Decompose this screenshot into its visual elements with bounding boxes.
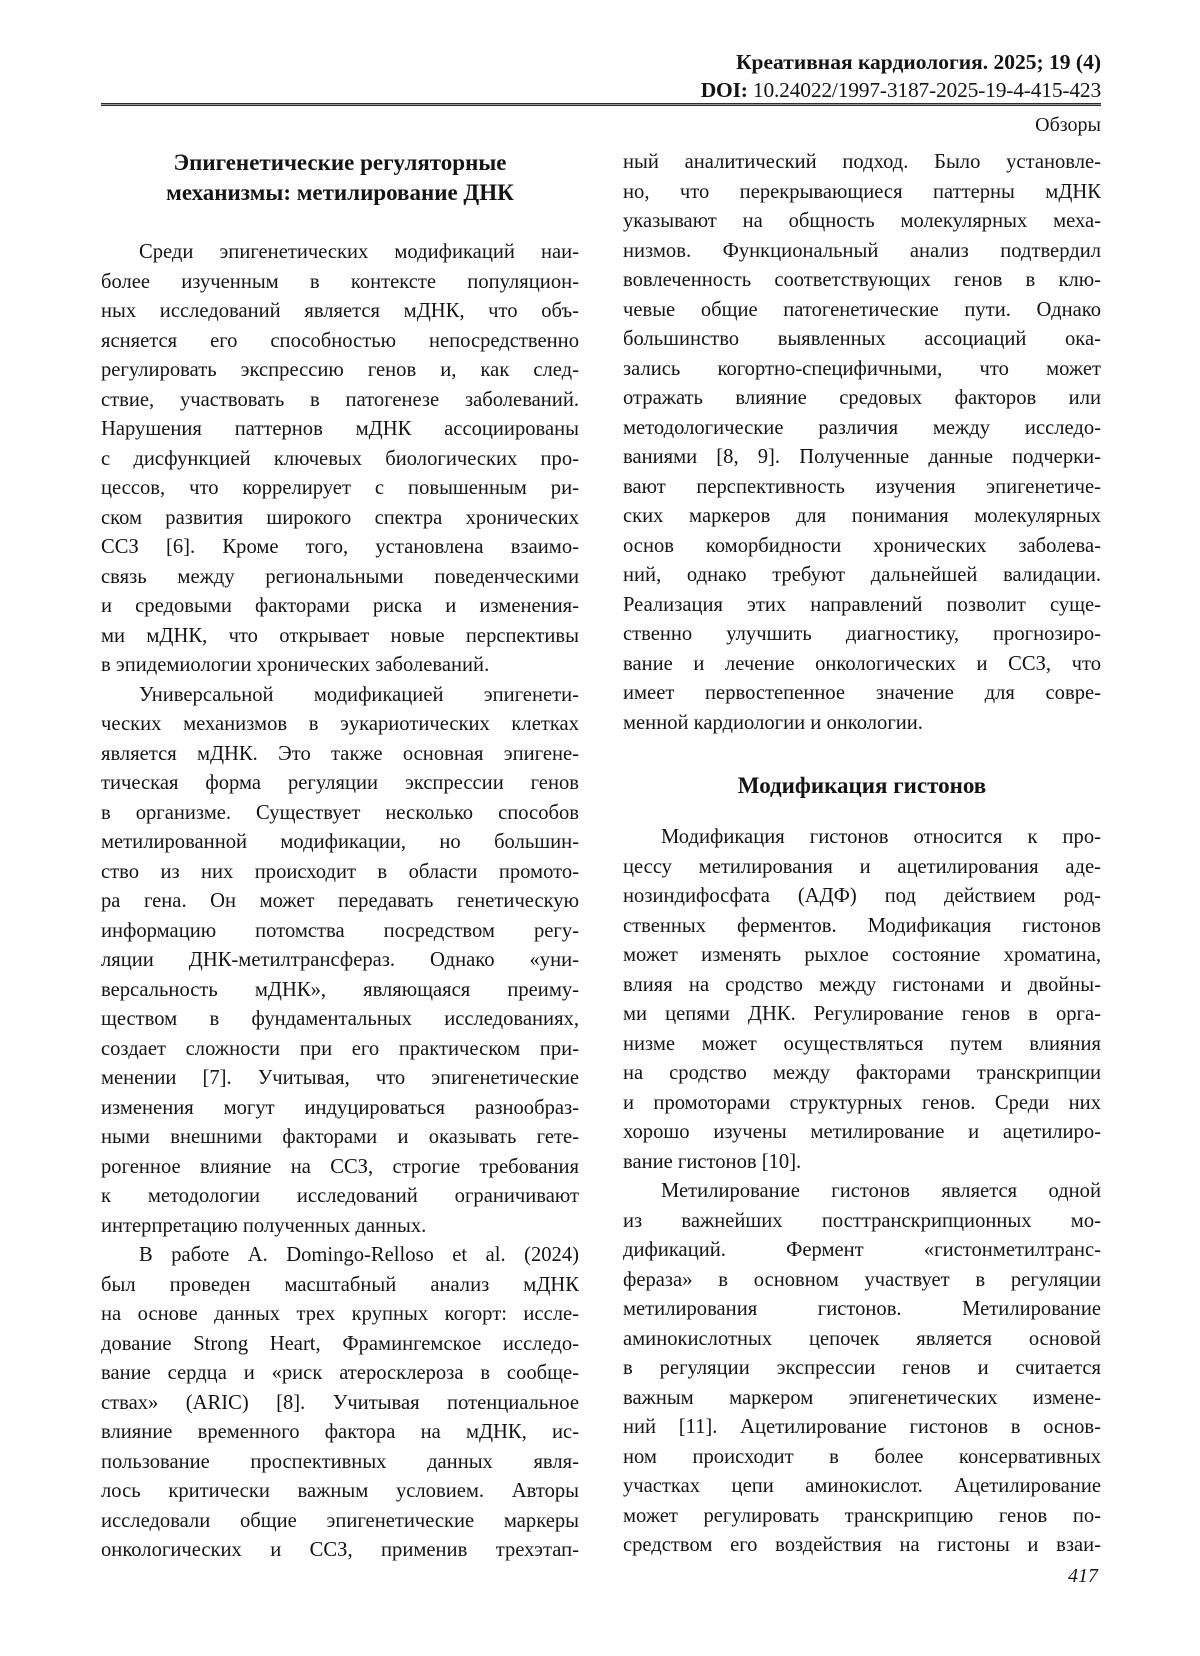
- text-line: метилированной модификации, но большин-: [101, 831, 579, 853]
- text-line: цессов, что коррелирует с повышенным ри-: [101, 477, 579, 499]
- text-line: метилирования гистонов. Метилирование: [623, 1298, 1101, 1320]
- text-line: ных исследований является мДНК, что объ-: [101, 300, 579, 322]
- text-line: пользование проспективных данных явля-: [101, 1450, 579, 1473]
- header-rule: [101, 103, 1101, 106]
- text-line: изменения могут индуцироваться разнообраз-: [101, 1096, 579, 1119]
- text-line: имеет первостепенное значение для совре-: [623, 682, 1101, 704]
- text-line: в эпидемиологии хронических заболеваний.: [101, 654, 490, 676]
- text-line: нозиндифосфата (АДФ) под действием род-: [623, 885, 1101, 907]
- text-line: ваниями [8, 9]. Полученные данные подчерки-: [623, 446, 1101, 468]
- text-line: ляции ДНК-метилтрансфераз. Однако «уни-: [101, 949, 579, 971]
- text-line: ственно улучшить диагностику, прогнозиро-: [623, 623, 1101, 645]
- text-line: ясняется его способностью непосредственно: [101, 329, 579, 352]
- text-line: ный аналитический подход. Было установле-: [623, 151, 1101, 173]
- text-line: ра гена. Он может передавать генетическую: [101, 890, 579, 912]
- text-line: в регуляции экспрессии генов и считается: [623, 1357, 1101, 1379]
- doi: [701, 78, 1101, 103]
- paragraph: [101, 238, 579, 681]
- text-line: ществом в фундаментальных исследованиях,: [101, 1008, 579, 1030]
- text-columns: [101, 148, 1101, 1566]
- text-line: отражать влияние средовых факторов или: [623, 387, 1101, 409]
- text-line: большинство выявленных ассоциаций ока-: [623, 328, 1101, 350]
- text-line: к методологии исследований ограничивают: [101, 1185, 579, 1207]
- text-line: лось критически важным условием. Авторы: [101, 1480, 579, 1502]
- heading-line: Эпигенетические регуляторные: [173, 150, 507, 175]
- text-line: аминокислотных цепочек является основой: [623, 1327, 1101, 1350]
- text-line: важным маркером эпигенетических измене-: [623, 1386, 1101, 1409]
- text-line: хорошо изучены метилирование и ацетилиро-: [623, 1121, 1101, 1143]
- text-line: зались когортно-специфичными, что может: [623, 357, 1101, 380]
- text-line: вание и лечение онкологических и ССЗ, что: [623, 652, 1101, 675]
- text-line: является мДНК. Это также основная эпигене-: [101, 742, 579, 765]
- paragraph: [623, 148, 1101, 738]
- text-line: ских маркеров для понимания молекулярных: [623, 505, 1101, 527]
- text-line: Модификация гистонов относится к про-: [661, 826, 1101, 848]
- text-line: с дисфункцией ключевых биологических про-: [101, 447, 579, 470]
- text-line: онкологических и ССЗ, применив трехэтап-: [101, 1539, 579, 1561]
- text-line: из важнейших посттранскрипционных мо-: [623, 1209, 1101, 1232]
- text-line: рогенное влияние на ССЗ, строгие требования: [101, 1155, 579, 1178]
- text-line: на сродство между факторами транскрипции: [623, 1062, 1101, 1084]
- text-line: может изменять рыхлое состояние хроматина,: [623, 944, 1101, 966]
- text-line: В работе A. Domingo-Relloso et al. (2024): [139, 1244, 579, 1266]
- text-line: ском развития широкого спектра хронических: [101, 506, 579, 529]
- text-line: ном происходит в более консервативных: [623, 1445, 1101, 1468]
- text-line: методологические различия между исследо-: [623, 416, 1101, 439]
- page-number: 417: [1068, 1565, 1098, 1587]
- text-line: исследовали общие эпигенетические маркеры: [101, 1509, 579, 1532]
- section-heading-histone-modification: Модификация гистонов: [737, 773, 987, 798]
- text-line: ний [11]. Ацетилирование гистонов в основ-: [623, 1416, 1101, 1438]
- text-line: создает сложности при его практическом при-: [101, 1037, 579, 1060]
- text-line: дификаций. Фермент «гистонметилтранс-: [623, 1239, 1101, 1261]
- text-line: вание сердца и «риск атеросклероза в сообще-: [101, 1362, 579, 1384]
- text-line: указывают на общность молекулярных меха-: [623, 210, 1101, 232]
- text-line: ческих механизмов в эукариотических клетках: [101, 713, 579, 735]
- text-line: средством его воздействия на гистоны и взаи-: [623, 1534, 1101, 1556]
- text-line: Среди эпигенетических модификаций наи-: [139, 241, 579, 263]
- text-line: и промоторами структурных генов. Среди них: [623, 1091, 1101, 1114]
- paragraph: [101, 681, 579, 1242]
- text-line: тическая форма регуляции экспрессии генов: [101, 772, 579, 794]
- text-line: менной кардиологии и онкологии.: [623, 711, 923, 734]
- text-line: основ коморбидности хронических заболева-: [623, 534, 1101, 557]
- text-line: интерпретацию полученных данных.: [101, 1214, 427, 1237]
- text-line: информацию потомства посредством регу-: [101, 919, 579, 942]
- text-line: влияя на сродство между гистонами и двойны-: [623, 973, 1101, 996]
- text-line: ствие, участвовать в патогенезе заболеваний.: [101, 388, 579, 411]
- text-line: низме может осуществляться путем влияния: [623, 1032, 1101, 1055]
- text-line: вовлеченность соответствующих генов в клю-: [623, 269, 1101, 291]
- paragraph: [623, 1177, 1101, 1561]
- text-line: вание гистонов [10].: [623, 1150, 802, 1173]
- paragraph: [101, 1241, 579, 1566]
- text-line: был проведен масштабный анализ мДНК: [101, 1273, 579, 1296]
- journal-title: Креативная кардиология. 2025; 19 (4): [735, 50, 1101, 74]
- doi-label: DOI:: [700, 78, 748, 102]
- text-line: Реализация этих направлений позволит суще-: [623, 593, 1101, 616]
- text-line: но, что перекрывающиеся паттерны мДНК: [623, 180, 1101, 203]
- text-line: на основе данных трех крупных когорт: иссле-: [101, 1303, 579, 1325]
- text-line: низмов. Функциональный анализ подтвердил: [623, 239, 1101, 262]
- text-line: Универсальной модификацией эпигенети-: [139, 683, 579, 706]
- text-line: менении [7]. Учитывая, что эпигенетические: [101, 1067, 579, 1089]
- left-column: [101, 148, 579, 1566]
- text-line: может регулировать транскрипцию генов по-: [623, 1504, 1101, 1527]
- doi-value: 10.24022/1997-3187-2025-19-4-415-423: [752, 78, 1101, 102]
- text-line: участках цепи аминокислот. Ацетилирование: [623, 1475, 1101, 1497]
- text-line: в организме. Существует несколько способов: [101, 801, 579, 824]
- text-line: дование Strong Heart, Фрамингемское исследо-: [101, 1332, 579, 1355]
- text-line: ство из них происходит в области промото-: [101, 860, 579, 883]
- text-line: версальность мДНК», являющаяся преиму-: [101, 978, 579, 1001]
- text-line: фераза» в основном участвует в регуляции: [623, 1268, 1101, 1291]
- right-column-body-bottom: [623, 823, 1101, 1561]
- right-column-body-top: [623, 148, 1101, 738]
- paragraph: [623, 823, 1101, 1177]
- text-line: ственных ферментов. Модификация гистонов: [623, 914, 1101, 937]
- text-line: ний, однако требуют дальнейшей валидации.: [623, 564, 1101, 586]
- right-column: [623, 148, 1101, 1566]
- text-line: чевые общие патогенетические пути. Однако: [623, 298, 1101, 321]
- text-line: вают перспективность изучения эпигенетиче-: [623, 475, 1101, 498]
- text-line: ми цепями ДНК. Регулирование генов в орга-: [623, 1003, 1101, 1025]
- text-line: Нарушения паттернов мДНК ассоциированы: [101, 418, 579, 440]
- text-line: ствах» (ARIC) [8]. Учитывая потенциальное: [101, 1391, 579, 1414]
- text-line: регулировать экспрессию генов и, как след-: [101, 359, 579, 381]
- text-line: ССЗ [6]. Кроме того, установлена взаимо-: [101, 536, 579, 558]
- text-line: более изученным в контексте популяцион-: [101, 270, 579, 293]
- text-line: влияние временного фактора на мДНК, ис-: [101, 1421, 579, 1443]
- left-column-body: [101, 238, 579, 1566]
- text-line: Метилирование гистонов является одной: [661, 1180, 1101, 1202]
- section-label: Обзоры: [1035, 114, 1101, 136]
- text-line: ми мДНК, что открывает новые перспективы: [101, 624, 579, 647]
- text-line: связь между региональными поведенческими: [101, 565, 579, 588]
- text-line: цессу метилирования и ацетилирования аде-: [623, 855, 1101, 878]
- text-line: ными внешними факторами и оказывать гете-: [101, 1126, 579, 1148]
- section-heading-dna-methylation: [101, 148, 579, 208]
- text-line: и средовыми факторами риска и изменения-: [101, 595, 579, 617]
- heading-line: механизмы: метилирование ДНК: [166, 180, 514, 205]
